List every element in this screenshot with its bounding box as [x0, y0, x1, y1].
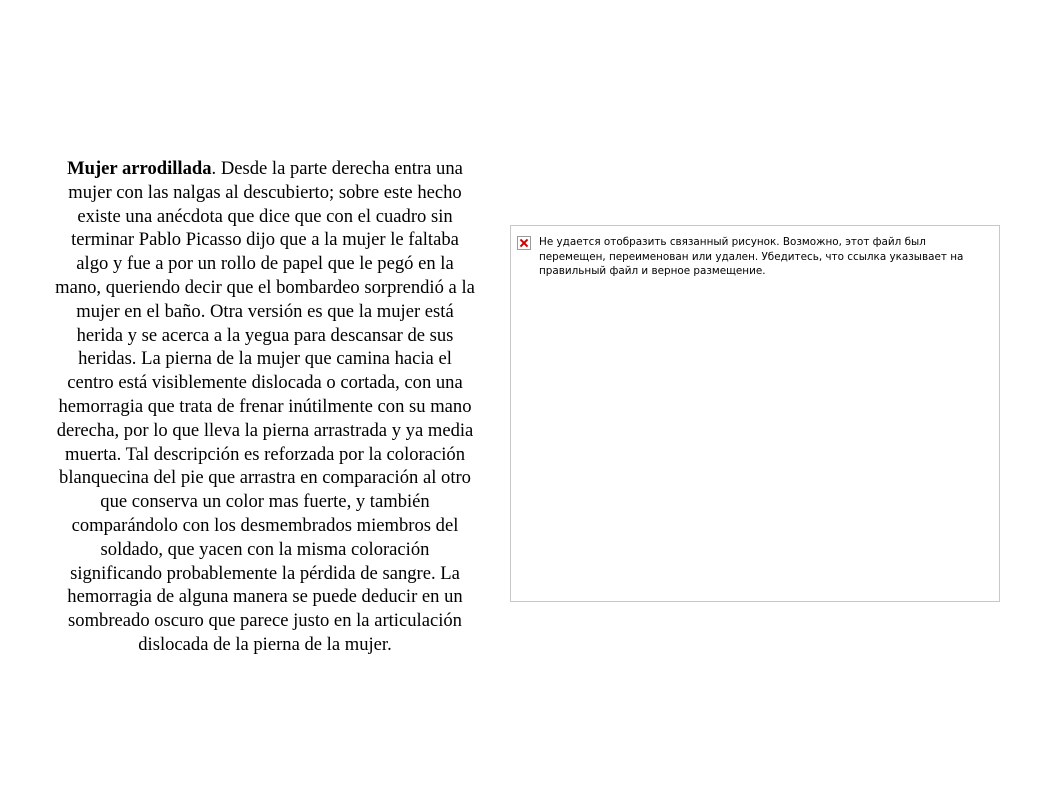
- broken-image-icon: [517, 236, 531, 250]
- broken-image-message: Не удается отобразить связанный рисунок. Возможно, этот файл был перемещен, переименован или удален. Убедитесь, что ссылка указывает на правильный файл и верное размещение.: [539, 236, 964, 277]
- broken-image-placeholder: [510, 225, 1000, 602]
- slide-text: [54, 157, 476, 657]
- slide-lead-heading: Mujer arrodillada: [67, 158, 212, 179]
- slide-body-text: . Desde la parte derecha entra una mujer con las nalgas al descubierto; sobre este hecho existe una anécdota que dice que con el cuadro sin terminar Pablo Picasso dijo que a la mujer le faltaba algo y fue a por un rollo de papel que le pegó en la mano, queriendo decir que el bombardeo sorprendió a la mujer en el baño. Otra versión es que la mujer está herida y se acerca a la yegua para descansar de sus heridas. La pierna de la mujer que camina hacia el centro está visiblemente dislocada o cortada, con una hemorragia que trata de frenar inútilmente con su mano derecha, por lo que lleva la pierna arrastrada y ya media muerta. Tal descripción es reforzada por la coloración blanquecina del pie que arrastra en comparación al otro que conserva un color mas fuerte, y también comparándolo con los desmembrados miembros del soldado, que yacen con la misma coloración significando probablemente la pérdida de sangre. La hemorragia de alguna manera se puede deducir en un sombreado oscuro que parece justo en la articulación dislocada de la pierna de la mujer.: [55, 158, 475, 655]
